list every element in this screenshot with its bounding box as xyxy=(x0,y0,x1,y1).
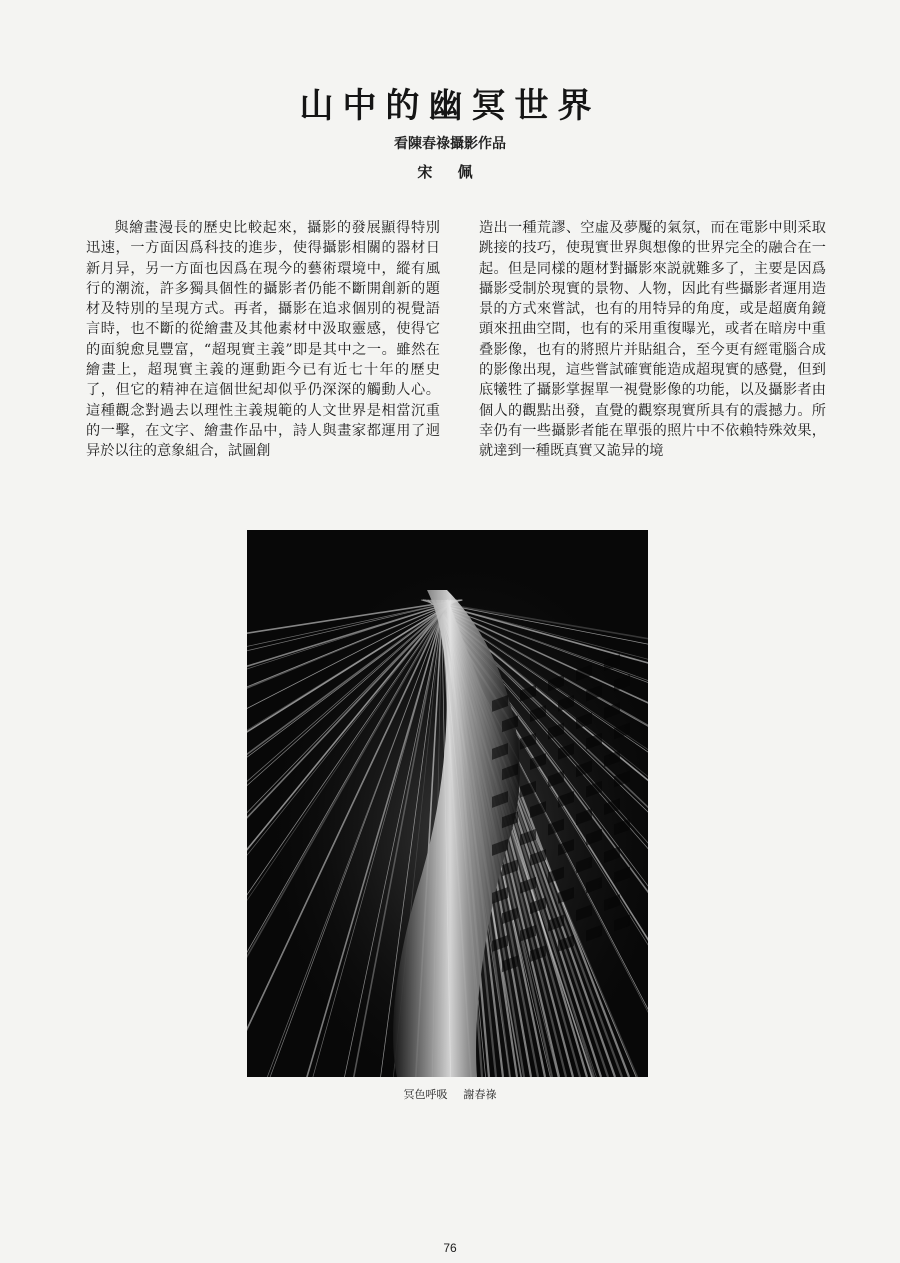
photograph-artwork xyxy=(247,530,648,1077)
photograph-palm-frond xyxy=(247,530,648,1077)
article-author: 宋 佩 xyxy=(417,163,483,181)
photo-caption xyxy=(0,1086,900,1102)
body-text-right: 造出一種荒謬、空虛及夢魘的氣氛，而在電影中則采取跳接的技巧，使現實世界與想像的世界完全的融合在一起。但是同樣的題材對攝影來説就難多了，主要是因爲攝影受制於現實的景物、人物，因此有些攝影者運用造景的方式來嘗試，也有的用特异的角度，或是超廣角鏡頭來扭曲空間，也有的采用重復曝光，或者在暗房中重叠影像，也有的將照片并貼組合，至今更有經電腦合成的影像出現，這些嘗試確實能造成超現實的感覺，但到底犧牲了攝影掌握單一視覺影像的功能，以及攝影者由個人的觀點出發，直覺的觀察現實所具有的震撼力。所幸仍有一些攝影者能在單張的照片中不依賴特殊效果，就達到一種既真實又詭异的境 xyxy=(479,220,826,460)
caption-title: 冥色呼吸 xyxy=(403,1088,448,1101)
body-column-right xyxy=(479,218,826,462)
article-subtitle: 看陳春祿攝影作品 xyxy=(394,136,506,152)
article-title: 山中的幽冥世界 xyxy=(299,86,601,126)
caption-author: 謝春祿 xyxy=(463,1088,497,1101)
body-text-left: 與繪畫漫長的歷史比較起來，攝影的發展顯得特別迅速，一方面因爲科技的進步，使得攝影相關的器材日新月异，另一方面也因爲在現今的藝術環境中，縱有風行的潮流，許多獨具個性的攝影者仍能不斷開創新的題材及特別的呈現方式。再者，攝影在追求個別的視覺語言時，也不斷的從繪畫及其他素材中汲取靈感，使得它的面貌愈見豐富，“超現實主義”即是其中之一。雖然在繪畫上，超現實主義的運動距今已有近七十年的歷史了，但它的精神在這個世紀却似乎仍深深的觸動人心。這種觀念對過去以理性主義規範的人文世界是相當沉重的一擊，在文字、繪畫作品中，詩人與畫家都運用了迥异於以往的意象組合，試圖創 xyxy=(86,220,440,460)
body-column-left xyxy=(86,218,440,462)
page-number: 76 xyxy=(443,1241,457,1255)
